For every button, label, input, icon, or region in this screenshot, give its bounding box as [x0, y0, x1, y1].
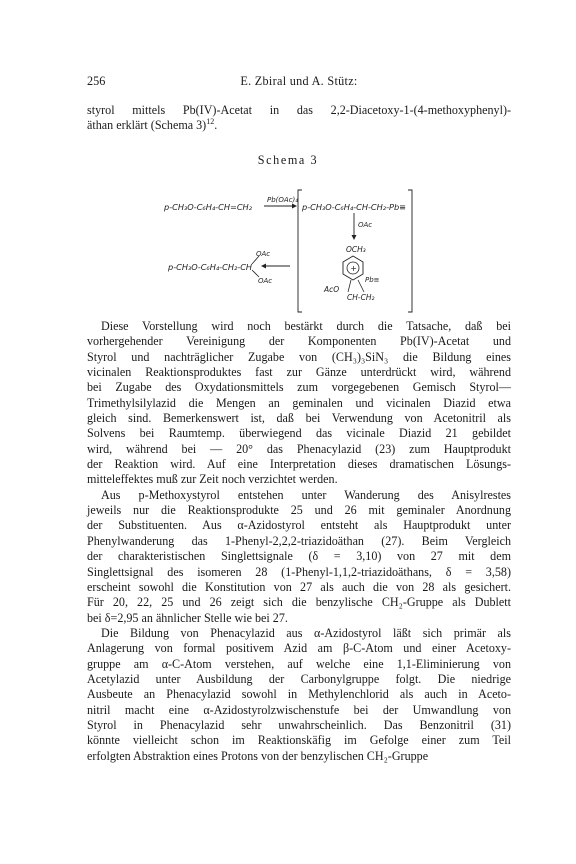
- ring-charge: +: [350, 264, 357, 273]
- text-line: Anlagerung von formal positivem Azid am β-C-Atom und einer Acetoxy-: [87, 641, 511, 656]
- product-oac-top: OAc: [256, 250, 271, 258]
- text-line: Solvens bei Raumtemp. überwiegend das vicinale Diazid 21 gebildet: [87, 426, 511, 441]
- scheme-title: Schema 3: [257, 153, 319, 167]
- body-text: [87, 319, 511, 764]
- och3-label: OCH₃: [346, 245, 366, 254]
- bond: [348, 280, 351, 292]
- text-line: [87, 118, 511, 133]
- text-line: bei Zugabe des Oxydationsmittels zum vorgegebenen Gemisch Styrol—: [87, 380, 511, 395]
- text-line: nitril macht eine α-Azidostyrolzwischenstufe bei der Umwandlung von: [87, 702, 511, 717]
- bond: [252, 270, 259, 277]
- text-line: gruppe am α-C-Atom verstehen, auf welche eine 1,1-Eliminierung von: [87, 656, 511, 671]
- back-arrow-head: [261, 264, 266, 269]
- text-line: erfolgten Abstraktion eines Protons von der benzylischen CH₂-Gruppe: [87, 748, 429, 763]
- product-oac-bottom: OAc: [258, 277, 273, 285]
- product-formula: p-CH₃O-C₆H₄-CH₂-CH: [168, 262, 253, 272]
- reagent-label: Pb(OAc)₄: [267, 196, 299, 204]
- down-arrow-head: [352, 235, 357, 240]
- footnote-ref: 12: [206, 117, 215, 127]
- text-line: Singlettsignal des isomeren 28 (1-Phenyl-1,1,2-triazidoäthans, δ = 3,58): [87, 564, 511, 579]
- text-line: Styrol und nachträglicher Zugabe von (CH₃)₃SiN₃ die Bildung eines: [87, 349, 511, 364]
- text-line: Trimethylsilylazid die Mengen an geminalen und vicinalen Diazid etwa: [87, 395, 511, 410]
- text-line: der Reaktion wird. Auf eine Interpretation dieses dramatischen Lösungs-: [87, 457, 511, 472]
- reactant-formula: p-CH₃O-C₆H₄-CH=CH₂: [164, 202, 252, 212]
- text-line: vicinalen Reaktionsproduktes fast zur Gänze unterdrückt wird, während: [87, 365, 511, 380]
- text-line: vorhergehender Vereinigung der Komponenten Pb(IV)-Acetat und: [87, 334, 511, 349]
- text-line: Phenylwanderung das 1-Phenyl-2,2,2-triazidoäthan (27). Beim Vergleich: [87, 533, 511, 548]
- intro-text: [87, 103, 511, 134]
- ch-ch2-label: CH-CH₂: [347, 293, 375, 302]
- paragraph-2: [87, 488, 511, 626]
- text-line: Diese Vorstellung wird noch bestärkt durch die Tatsache, daß bei: [101, 319, 511, 333]
- text-line: styrol mittels Pb(IV)-Acetat in das 2,2-Diacetoxy-1-(4-methoxyphenyl)-: [87, 103, 511, 117]
- text-span: .: [214, 118, 218, 133]
- text-line: der charakteristischen Singlettsignale (δ = 3,10) von 27 mit dem: [87, 549, 511, 564]
- text-line: Styrol in Phenacylazid sehr unwahrscheinlich. Das Benzonitril (31): [87, 717, 511, 732]
- text-line: erscheint sowohl die Konstitution von 27 als auch die von 28 als gesichert.: [87, 579, 511, 594]
- author-line: E. Zbiral und A. Stütz:: [240, 74, 358, 88]
- text-line: gleich sind. Bemerkenswert ist, daß bei Verwendung von Acetonitril als: [87, 411, 511, 426]
- bond: [358, 280, 364, 292]
- text-line: wird, während bei — 20° das Phenacylazid (23) zum Hauptprodukt: [87, 441, 511, 456]
- arrow-head: [292, 204, 297, 209]
- text-line: jeweils nur die Reaktionsprodukte 25 und 26 mit geminaler Anordnung: [87, 503, 511, 518]
- text-line: Acetylazid unter Ausbildung der Carbonylgruppe folgt. Die niedrige: [87, 671, 511, 686]
- intermediate-formula: p-CH₃O-C₆H₄-CH-CH₂-Pb≡: [302, 202, 407, 212]
- bracket-right: [408, 190, 412, 312]
- page-number: 256: [87, 74, 106, 88]
- text-span: äthan erklärt (Schema 3): [87, 118, 207, 133]
- text-line: Ausbeute an Phenacylazid sowohl in Methylenchlorid als auch in Aceto-: [87, 687, 511, 702]
- reaction-scheme: [164, 180, 414, 320]
- text-line: mitteleffektes muß zur Zeit noch verzichtet werden.: [87, 472, 338, 487]
- text-line: könnte vielleicht schon im Reaktionskäfig im Gefolge einer zum Teil: [87, 733, 511, 748]
- pb-label: Pb≡: [365, 276, 380, 284]
- aco-label: AcO: [324, 285, 340, 294]
- text-line: bei δ=2,95 an ähnlicher Stelle wie bei 27.: [87, 610, 288, 625]
- oac-label: OAc: [358, 221, 373, 229]
- scheme-drawing: [164, 180, 414, 320]
- paragraph-3: [87, 626, 511, 764]
- text-line: Die Bildung von Phenacylazid aus α-Azidostyrol läßt sich primär als: [101, 625, 511, 640]
- text-line: der Substituenten. Aus α-Azidostyrol entsteht als Hauptprodukt unter: [87, 518, 511, 533]
- text-line: Aus p-Methoxystyrol entstehen unter Wanderung des Anisylrestes: [101, 487, 511, 502]
- paragraph-1: [87, 319, 511, 488]
- text-line: Für 20, 22, 25 und 26 zeigt sich die benzylische CH₂-Gruppe als Dublett: [87, 595, 511, 610]
